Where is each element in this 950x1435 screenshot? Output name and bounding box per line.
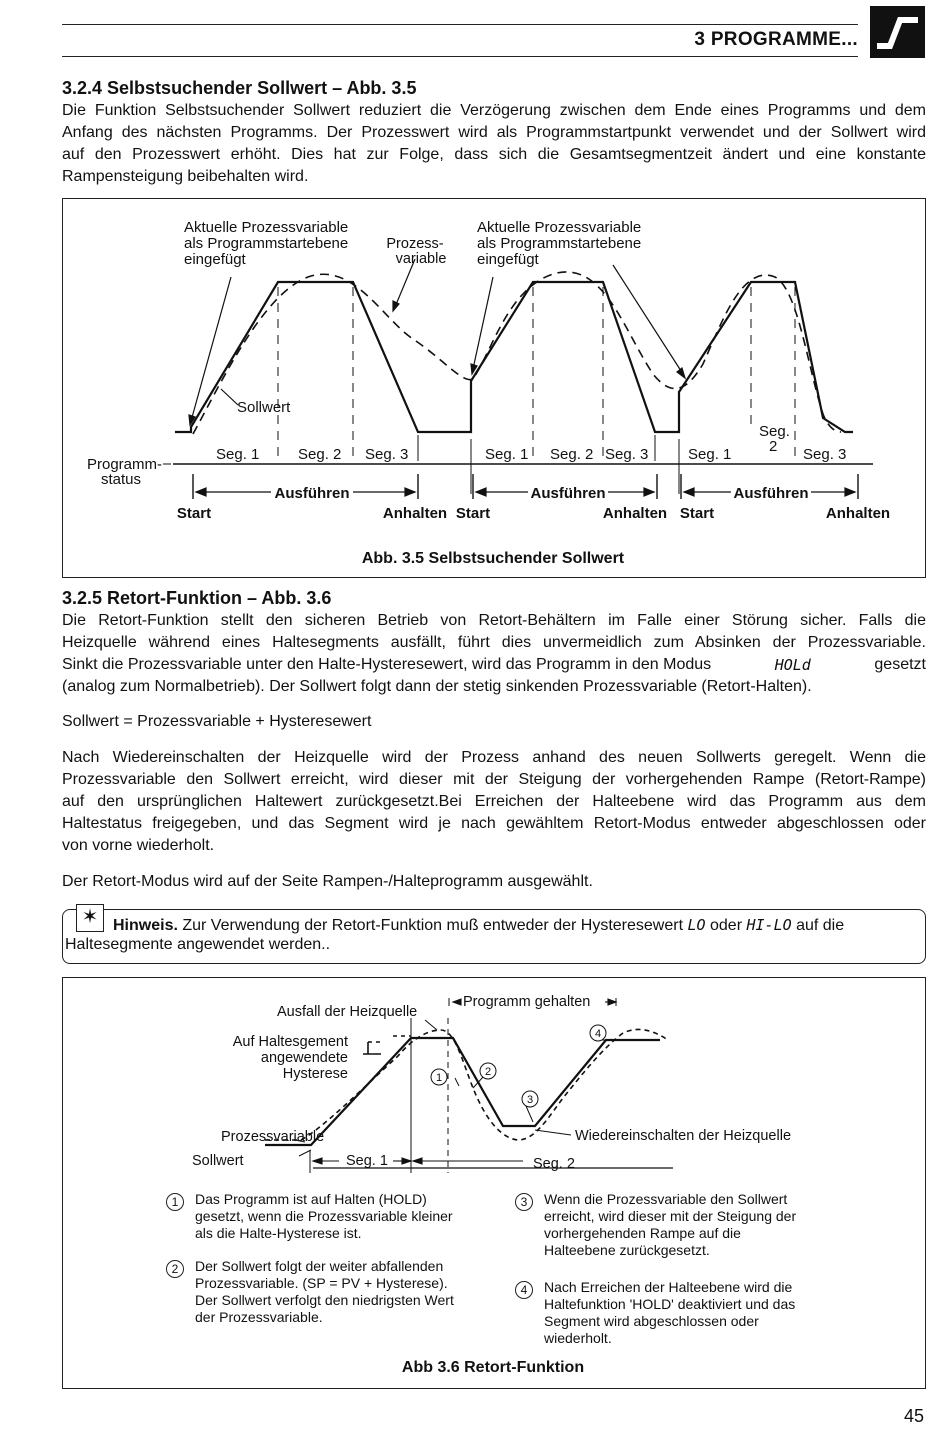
text-line: Prozessvariable den Sollwert erreicht, wird dieser mit der Steigung der vorhergehenden Rampe (Retort-Rampe)	[62, 771, 926, 788]
fig36-label-sp: Sollwert	[192, 1153, 244, 1169]
legend-line: Der Sollwert folgt der weiter abfallenden	[195, 1258, 444, 1274]
figure-3-5-diagram	[63, 199, 925, 577]
fig35-run-2: Ausführen	[530, 485, 606, 502]
figure-3-6	[62, 977, 926, 1389]
text-line-part: gesetzt	[874, 656, 926, 673]
text-line: Die Funktion Selbstsuchender Sollwert reduziert die Verzögerung zwischen dem Ende eines Programms und dem	[62, 102, 926, 119]
fig36-label-held: Programm gehalten	[463, 994, 591, 1010]
legend-item-3	[544, 1191, 796, 1259]
marker-2-label: 2	[484, 1066, 492, 1078]
fig35-seg1-c: Seg. 1	[688, 446, 732, 463]
header-rule-top	[62, 24, 858, 25]
fig35-label-pv-inserted-1: Aktuelle Prozessvariable	[184, 219, 349, 236]
text-line: Anfang des nächsten Programms. Der Prozesswert wird als Programmstartpunkt verwendet und der Sollwert wird	[62, 124, 926, 141]
fig35-label-pv: Prozess-	[386, 236, 444, 252]
section-3-2-5-p2	[62, 747, 926, 857]
legend-marker-3: 3	[515, 1193, 533, 1211]
legend-line: gesetzt, wenn die Prozessvariable kleiner	[195, 1208, 453, 1224]
note-label: Hinweis.	[113, 917, 178, 934]
marker-3-label: 3	[526, 1094, 534, 1106]
fig35-seg2-split-b: 2	[769, 438, 778, 455]
legend-line: Nach Erreichen der Halteebene wird die	[544, 1279, 793, 1295]
fig35-stop-3: Anhalten	[825, 505, 891, 522]
fig35-label-pv-inserted-1c: eingefügt	[184, 251, 246, 268]
note-text	[113, 914, 913, 937]
text-line: auf den ursprünglichen Haltewert zurückgesetzt.Bei Erreichen der Halteebene wird das Programm aus dem	[62, 793, 926, 810]
fig35-seg2-b: Seg. 2	[550, 446, 594, 463]
section-3-2-4-heading: 3.2.4 Selbstsuchender Sollwert – Abb. 3.5	[62, 78, 417, 98]
section-3-2-5-heading: 3.2.5 Retort-Funktion – Abb. 3.6	[62, 588, 332, 608]
note-text-or: oder	[710, 917, 743, 934]
legend-line: Prozessvariable. (SP = PV + Hysterese).	[195, 1275, 448, 1291]
fig36-label-hyst-c: Hysterese	[282, 1066, 348, 1082]
text-line: von vorne wiederholt.	[62, 837, 215, 854]
fig35-label-pv-inserted-2c: eingefügt	[477, 251, 539, 268]
note-box	[62, 906, 926, 964]
ramp-step-icon	[870, 6, 925, 58]
fig35-seg1-a: Seg. 1	[216, 446, 260, 463]
note-text-b: auf die	[796, 917, 845, 934]
code-lo: LO	[687, 916, 706, 934]
figure-3-5-caption: Abb. 3.5 Selbstsuchender Sollwert	[361, 550, 625, 567]
legend-item-1	[195, 1191, 453, 1242]
legend-marker-1: 1	[166, 1193, 184, 1211]
legend-item-2	[195, 1258, 454, 1326]
note-line-2: Haltesegmente angewendet werden..	[65, 936, 331, 953]
legend-line: Haltefunktion 'HOLD' deaktiviert und das	[544, 1296, 796, 1312]
text-line: Heizquelle während eines Haltesegments ausfällt, führt dies unvermeidlich zum Absinken der Prozessvariable.	[62, 634, 926, 651]
legend-marker-2: 2	[166, 1260, 184, 1278]
legend-line: Segment wird abgeschlossen oder	[544, 1313, 759, 1329]
legend-line: wiederholt.	[544, 1330, 612, 1346]
retort-formula: Sollwert = Prozessvariable + Hysteresewert	[62, 713, 372, 730]
legend-line: vorhergehenden Rampe auf die	[544, 1225, 741, 1241]
fig35-run-3: Ausführen	[733, 485, 809, 502]
fig35-seg1-b: Seg. 1	[485, 446, 529, 463]
figure-3-5	[62, 198, 926, 578]
section-3-2-5-p1	[62, 610, 926, 698]
fig36-seg1: Seg. 1	[346, 1153, 388, 1169]
marker-4-label: 4	[594, 1028, 602, 1040]
legend-line: Halteebene zurückgesetzt.	[544, 1242, 710, 1258]
legend-line: erreicht, wird dieser mit der Steigung der	[544, 1208, 797, 1224]
fig36-label-failure: Ausfall der Heizquelle	[277, 1004, 418, 1020]
legend-line: der Prozessvariable.	[195, 1309, 323, 1325]
legend-item-4	[544, 1279, 795, 1347]
note-text-a: Zur Verwendung der Retort-Funktion muß entweder der Hysteresewert	[182, 917, 684, 934]
fig36-label-hyst-b: angewendete	[260, 1050, 348, 1066]
fig35-start-3: Start	[679, 505, 715, 522]
legend-marker-4: 4	[515, 1281, 533, 1299]
page-number: 45	[903, 1406, 924, 1426]
code-hi-lo: HI-LO	[746, 916, 792, 934]
legend-line: Wenn die Prozessvariable den Sollwert	[544, 1191, 788, 1207]
fig35-label-status: Programm-	[87, 456, 163, 473]
fig35-stop-1: Anhalten	[382, 505, 448, 522]
text-line-part: Sinkt die Prozessvariable unter den Halte-Hysteresewert, wird das Programm in den Modus	[62, 656, 712, 673]
figure-3-6-diagram	[63, 978, 925, 1388]
legend-line: Das Programm ist auf Halten (HOLD)	[195, 1191, 427, 1207]
fig35-run-1: Ausführen	[274, 485, 350, 502]
fig35-stop-2: Anhalten	[602, 505, 668, 522]
hold-mode-code: HOLd	[774, 656, 811, 674]
legend-line: Der Sollwert verfolgt den niedrigsten Wert	[195, 1292, 454, 1308]
section-3-2-5-p3: Der Retort-Modus wird auf der Seite Rampen-/Halteprogramm ausgewählt.	[62, 873, 593, 890]
text-line: Die Retort-Funktion stellt den sicheren Betrieb von Retort-Behältern im Falle einer Störung sicher. Falls die	[62, 612, 926, 629]
fig36-label-hyst: Auf Haltesgement	[232, 1034, 348, 1050]
fig35-label-pv-inserted-2b: als Programmstartebene	[477, 235, 642, 252]
text-line	[62, 654, 926, 676]
fig35-seg3-b: Seg. 3	[605, 446, 649, 463]
fig35-label-status-b: status	[101, 471, 142, 488]
fig36-label-restore: Wiedereinschalten der Heizquelle	[575, 1128, 792, 1144]
fig35-seg3-c: Seg. 3	[803, 446, 847, 463]
asterisk-note-icon: ✶	[76, 904, 104, 932]
fig35-label-pv-inserted-1b: als Programmstartebene	[184, 235, 349, 252]
section-3-2-4-text	[62, 100, 926, 188]
fig35-label-setpoint: Sollwert	[237, 399, 291, 416]
fig35-label-pv-inserted-2: Aktuelle Prozessvariable	[477, 219, 642, 236]
text-line: auf den Prozesswert erhöht. Dies hat zur Folge, dass sich die Gesamtsegmentzeit ändert und eine konstante	[62, 146, 926, 163]
fig35-seg2-a: Seg. 2	[298, 446, 342, 463]
text-line: Haltestatus freigegeben, und das Segment wird je nach gewähltem Retort-Modus entweder abgeschlossen oder	[62, 815, 926, 832]
fig35-label-pv-b: variable	[395, 251, 447, 267]
text-line: Nach Wiedereinschalten der Heizquelle wird der Prozess anhand des neuen Sollwerts geregelt. Wenn die	[62, 749, 926, 766]
fig35-seg2-split-a: Seg.	[759, 423, 790, 440]
fig36-seg2: Seg. 2	[533, 1156, 575, 1172]
fig36-label-pv: Prozessvariable	[221, 1129, 325, 1145]
section-header-title: 3 PROGRAMME...	[694, 29, 858, 50]
fig35-start-1: Start	[176, 505, 212, 522]
text-line: Rampensteigung beibehalten wird.	[62, 168, 309, 185]
marker-1-label: 1	[435, 1072, 443, 1084]
fig35-start-2: Start	[455, 505, 491, 522]
legend-line: als die Halte-Hysterese ist.	[195, 1225, 362, 1241]
header-rule-bottom	[62, 56, 858, 57]
text-line: (analog zum Normalbetrieb). Der Sollwert folgt dann der stetig sinkenden Prozessvariable (Retort-Halten).	[62, 678, 812, 695]
fig35-seg3-a: Seg. 3	[365, 446, 409, 463]
figure-3-6-caption: Abb 3.6 Retort-Funktion	[401, 1359, 585, 1376]
